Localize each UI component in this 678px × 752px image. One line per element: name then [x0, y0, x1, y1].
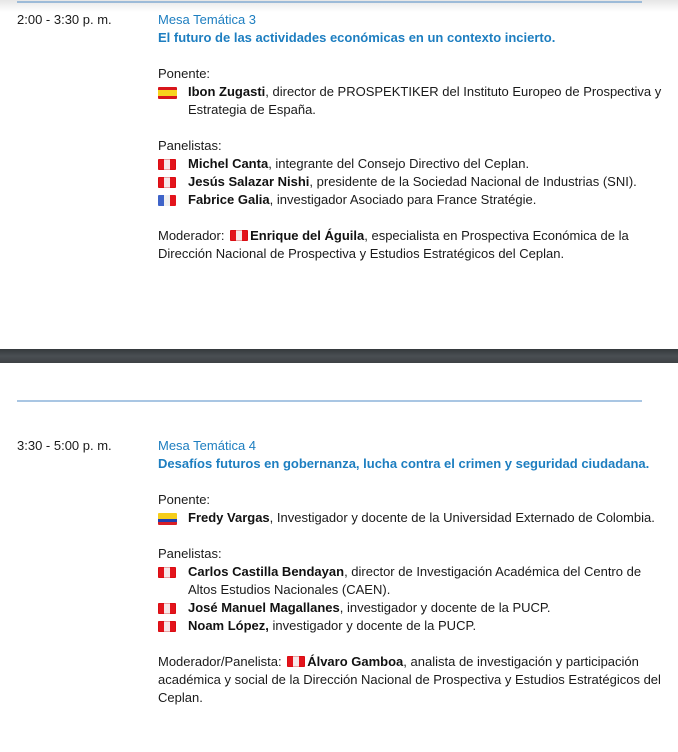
session-content	[158, 11, 668, 263]
peru-flag-icon	[287, 656, 305, 667]
person-description: , investigador Asociado para France Stratégie.	[269, 192, 537, 207]
mesa-title: Desafíos futuros en gobernanza, lucha contra el crimen y seguridad ciudadana.	[158, 456, 650, 471]
person-description: , integrante del Consejo Directivo del Ceplan.	[268, 156, 530, 171]
person-name: Ibon Zugasti	[188, 84, 266, 99]
person-description: , Investigador y docente de la Universidad Externado de Colombia.	[269, 510, 655, 525]
person-description: investigador y docente de la PUCP.	[268, 618, 477, 633]
spain-flag-icon	[158, 87, 177, 99]
peru-flag-icon	[158, 177, 176, 188]
session-time: 2:00 - 3:30 p. m.	[17, 12, 112, 27]
person-description: , director de PROSPEKTIKER del Instituto Europeo de Prospectiva y Estrategia de España.	[188, 84, 662, 117]
peru-flag-icon	[230, 230, 248, 241]
peru-flag-icon	[158, 621, 176, 632]
section-divider	[17, 1, 642, 3]
person-name: Michel Canta	[188, 156, 269, 171]
section-divider	[17, 400, 642, 402]
person-name: Fredy Vargas	[188, 510, 270, 525]
peru-flag-icon	[158, 603, 176, 614]
person-description: , presidente de la Sociedad Nacional de Industrias (SNI).	[309, 174, 637, 189]
person-name: Enrique del Águila	[250, 228, 365, 243]
ponente-item	[158, 509, 668, 527]
panelista-item	[158, 617, 668, 635]
person-description: , especialista en Prospectiva Económica de la Dirección Nacional de Prospectiva y Estudios Estratégicos del Ceplan.	[158, 228, 629, 261]
person-name: Jesús Salazar Nishi	[188, 174, 310, 189]
moderador-label: Moderador:	[158, 228, 225, 243]
person-name: Álvaro Gamboa	[307, 654, 404, 669]
panelistas-label: Panelistas:	[158, 138, 222, 153]
peru-flag-icon	[158, 159, 176, 170]
person-description: , analista de investigación y participación académica y social de la Dirección Nacional de Prospectiva y Estudios Estratégicos del Ceplan.	[158, 654, 661, 705]
person-name: José Manuel Magallanes	[188, 600, 340, 615]
mesa-label: Mesa Temática 3	[158, 12, 257, 27]
mesa-label: Mesa Temática 4	[158, 438, 257, 453]
person-name: Fabrice Galia	[188, 192, 270, 207]
peru-flag-icon	[158, 567, 176, 578]
ponente-item	[158, 83, 668, 119]
person-description: , investigador y docente de la PUCP.	[339, 600, 551, 615]
colombia-flag-icon	[158, 513, 177, 525]
panelista-item	[158, 599, 668, 617]
session-time: 3:30 - 5:00 p. m.	[17, 438, 112, 453]
moderador-label: Moderador/Panelista:	[158, 654, 282, 669]
moderador-item	[158, 227, 668, 263]
panelista-item	[158, 155, 668, 173]
panelistas-label: Panelistas:	[158, 546, 222, 561]
mesa-title: El futuro de las actividades económicas en un contexto incierto.	[158, 30, 556, 45]
person-description: , director de Investigación Académica del Centro de Altos Estudios Nacionales (CAEN).	[188, 564, 642, 597]
panelista-item	[158, 563, 668, 599]
france-flag-icon	[158, 195, 176, 206]
panelista-item	[158, 173, 668, 191]
session-content	[158, 437, 668, 707]
panelista-item	[158, 191, 668, 209]
person-name: Noam López,	[188, 618, 269, 633]
person-name: Carlos Castilla Bendayan	[188, 564, 345, 579]
ponente-label: Ponente:	[158, 66, 211, 81]
moderador-item	[158, 653, 668, 707]
ponente-label: Ponente:	[158, 492, 211, 507]
page-break-bar	[0, 349, 678, 363]
